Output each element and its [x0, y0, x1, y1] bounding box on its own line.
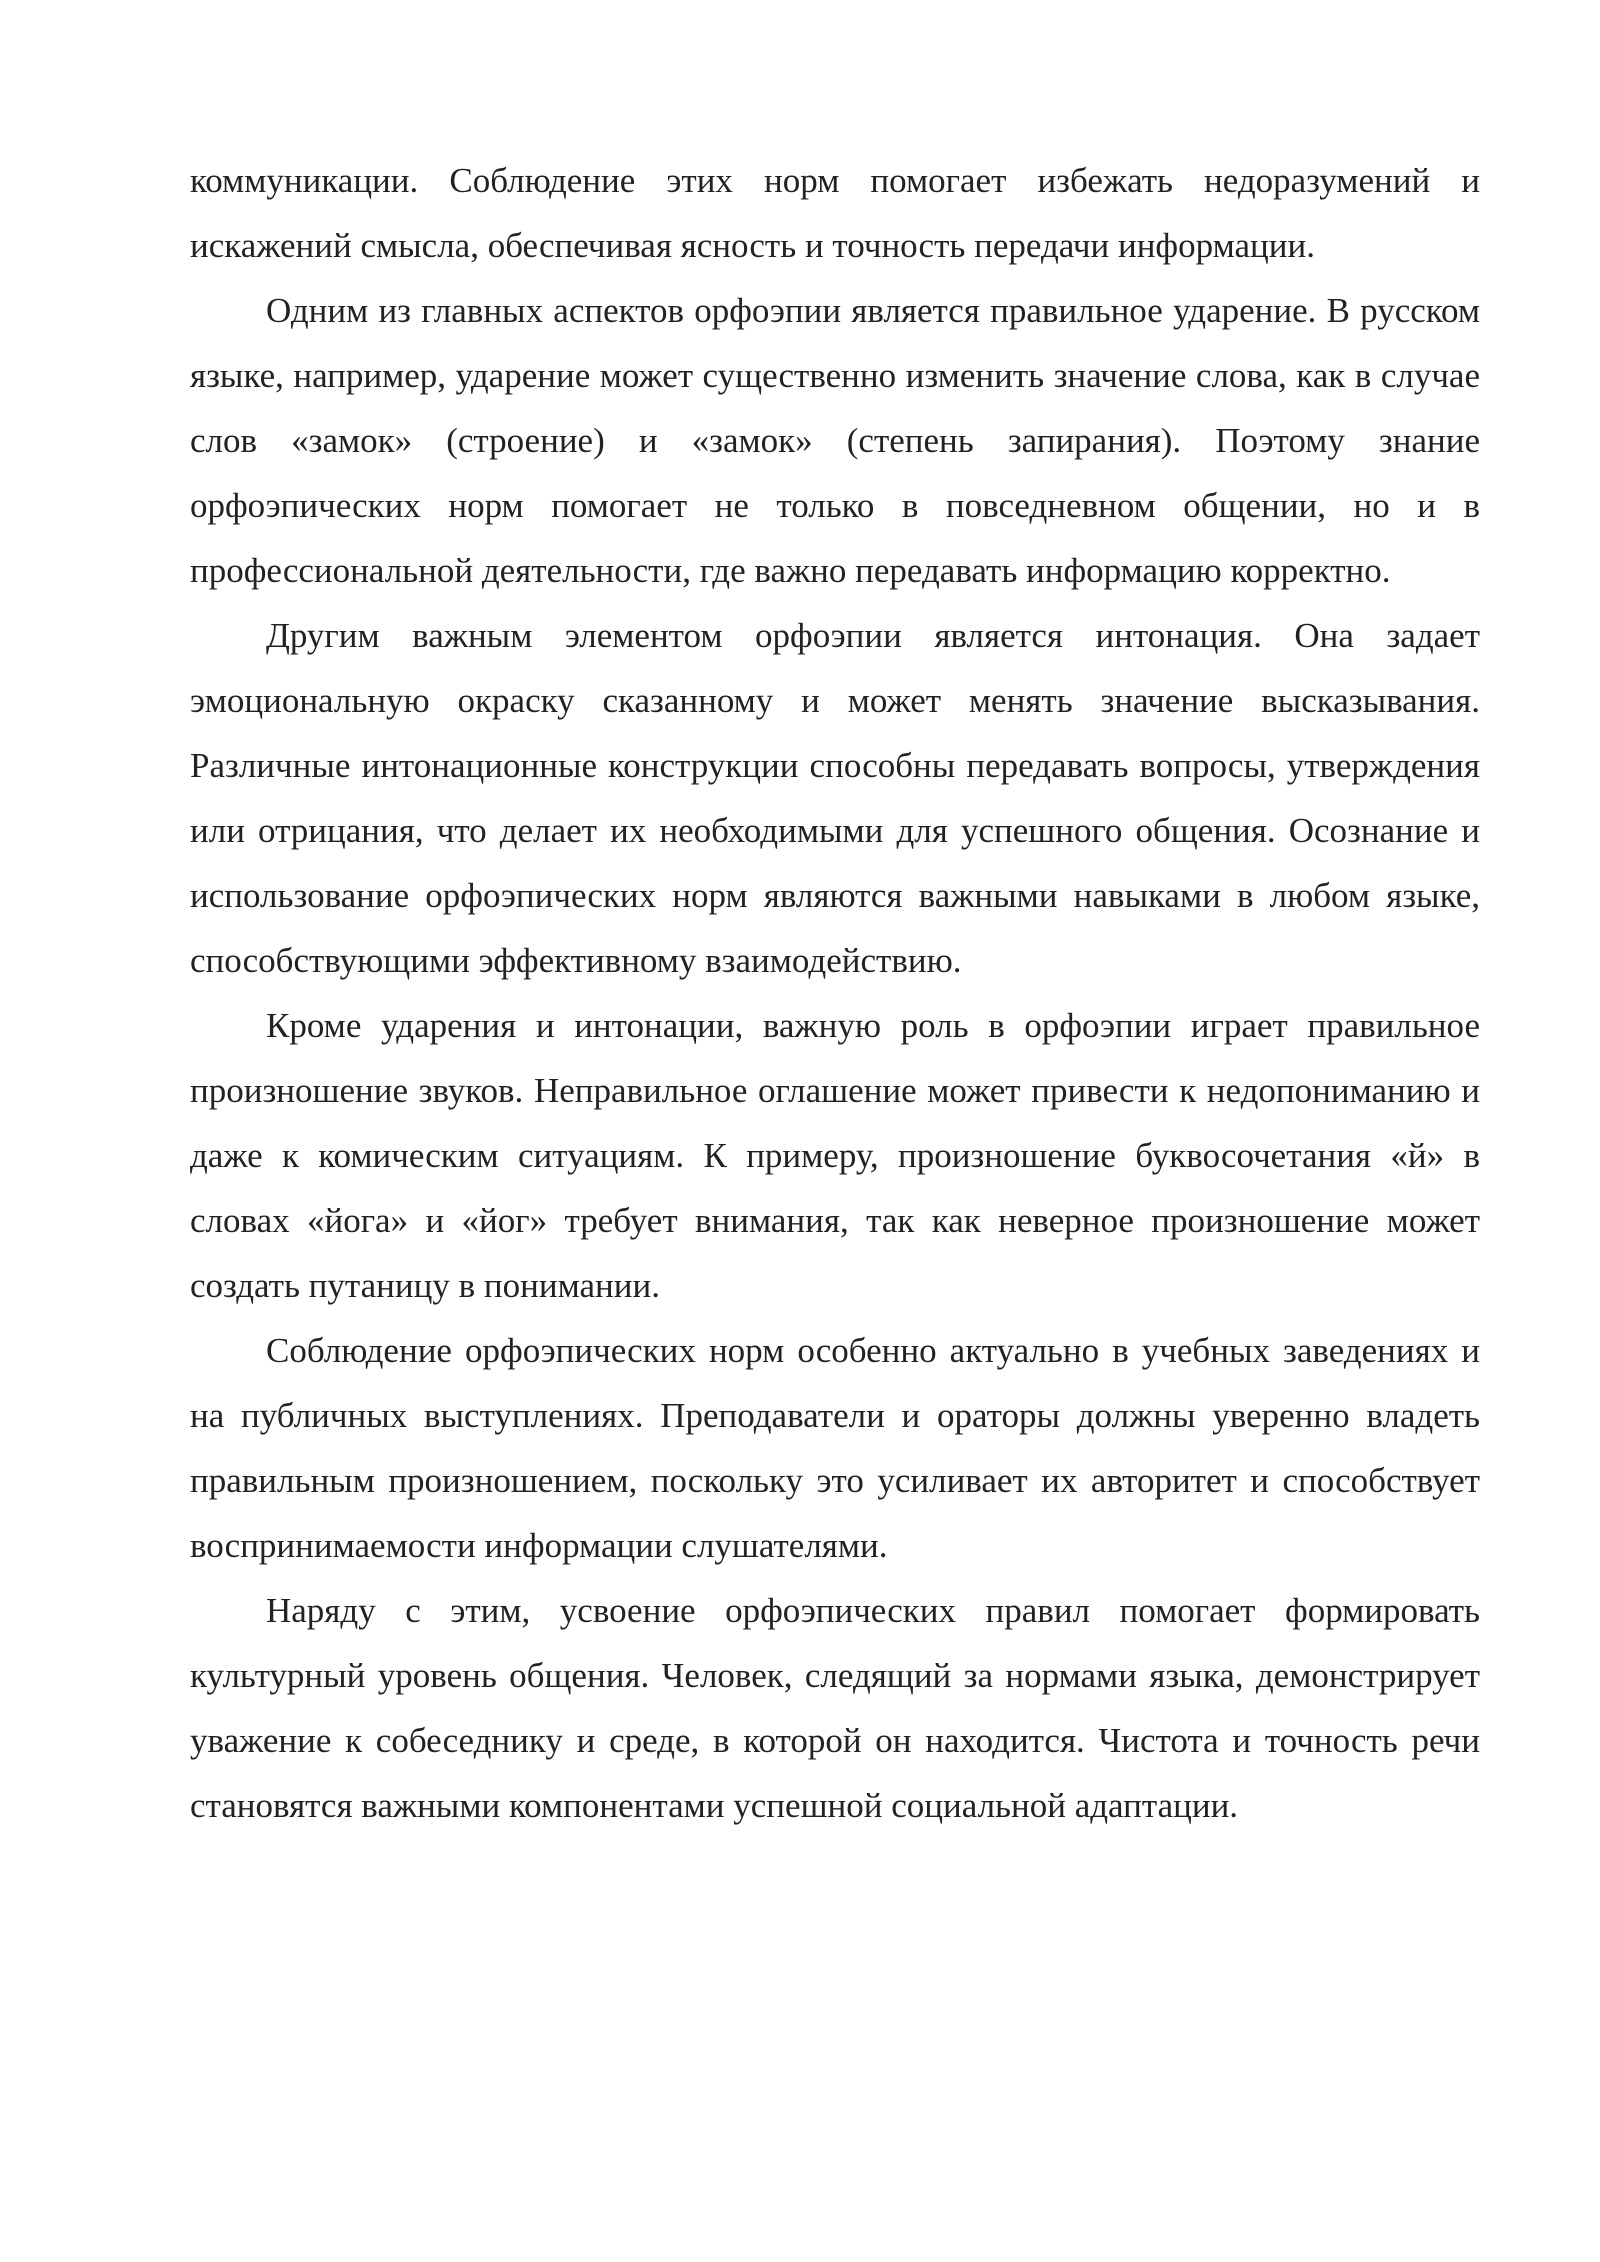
paragraph-pronunciation: Кроме ударения и интонации, важную роль в орфоэпии играет правильное произношение звуков. Неправильное оглашение может привести к недопониманию и даже к комическим ситуациям. К примеру, произношение буквосочетания «й» в словах «йога» и «йог» требует внимания, так как неверное произношение может создать путаницу в понимании. [190, 1006, 1480, 1305]
document-body [190, 148, 1480, 1838]
paragraph-intonation: Другим важным элементом орфоэпии является интонация. Она задает эмоциональную окраску сказанному и может менять значение высказывания. Различные интонационные конструкции способны передавать вопросы, утверждения или отрицания, что делает их необходимыми для успешного общения. Осознание и использование орфоэпических норм являются важными навыками в любом языке, способствующими эффективному взаимодействию. [190, 616, 1480, 980]
paragraph-culture: Наряду с этим, усвоение орфоэпических правил помогает формировать культурный уровень общения. Человек, следящий за нормами языка, демонстрирует уважение к собеседнику и среде, в которой он находится. Чистота и точность речи становятся важными компонентами успешной социальной адаптации. [190, 1591, 1480, 1825]
paragraph-stress: Одним из главных аспектов орфоэпии является правильное ударение. В русском языке, например, ударение может существенно изменить значение слова, как в случае слов «замок» (строение) и «замок» (степень запирания). Поэтому знание орфоэпических норм помогает не только в повседневном общении, но и в профессиональной деятельности, где важно передавать информацию корректно. [190, 291, 1480, 590]
paragraph-continuation: коммуникации. Соблюдение этих норм помогает избежать недоразумений и искажений смысла, обеспечивая ясность и точность передачи информации. [190, 161, 1480, 265]
paragraph-education: Соблюдение орфоэпических норм особенно актуально в учебных заведениях и на публичных выступлениях. Преподаватели и ораторы должны уверенно владеть правильным произношением, поскольку это усиливает их авторитет и способствует воспринимаемости информации слушателями. [190, 1331, 1480, 1565]
